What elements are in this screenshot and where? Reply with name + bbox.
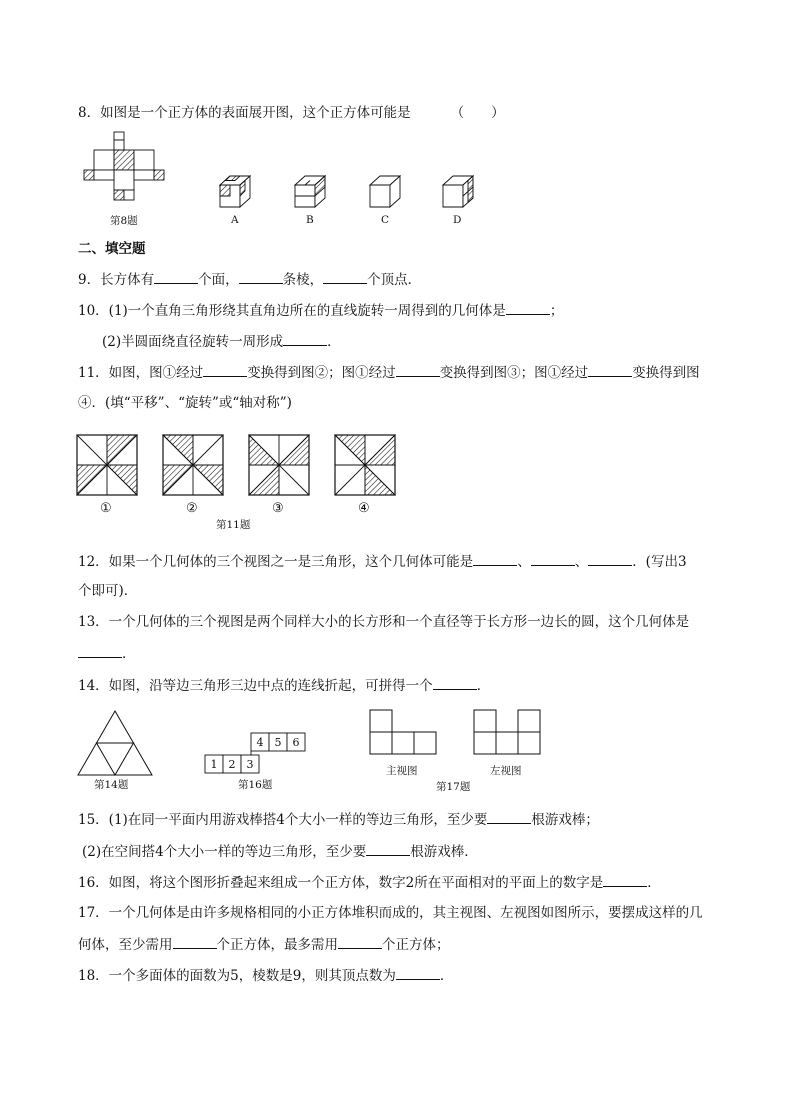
question-9: 9．长方体有 个面， 条棱， 个顶点． <box>78 272 422 288</box>
answer-blank[interactable] <box>603 873 647 887</box>
answer-blank[interactable] <box>588 363 632 377</box>
option-c-cube[interactable] <box>366 173 404 211</box>
figure-16-caption: 第16题 <box>238 779 273 791</box>
figure-11-label-3: ③ <box>272 501 284 516</box>
net-face-2: 2 <box>228 758 236 771</box>
option-a-cube[interactable] <box>216 173 254 211</box>
answer-blank[interactable] <box>396 363 440 377</box>
question-16: 16．如图，将这个图形折叠起来组成一个正方体，数字2所在平面相对的平面上的数字是 ． <box>78 875 661 891</box>
answer-blank[interactable] <box>173 935 217 949</box>
answer-blank[interactable] <box>396 966 440 980</box>
figure-11-label-2: ② <box>186 501 198 516</box>
net-face-1: 1 <box>210 758 218 771</box>
question-11-note: ④．(填“平移”、“旋转”或“轴对称”) <box>78 395 292 411</box>
net-face-3: 3 <box>246 758 254 771</box>
question-13: 13．一个几何体的三个视图是两个同样大小的长方形和一个直径等于长方形一边长的圆，这个几何体是 <box>78 614 690 630</box>
answer-blank[interactable] <box>531 552 575 566</box>
question-15-part-2: (2)在空间搭4个大小一样的等边三角形，至少要 根游戏棒． <box>82 844 478 860</box>
figure-14-caption: 第14题 <box>94 779 129 791</box>
answer-blank[interactable] <box>239 270 283 284</box>
net-face-4: 4 <box>256 736 264 749</box>
question-18: 18．一个多面体的面数为5，棱数是9，则其顶点数为 ． <box>78 968 454 984</box>
answer-blank[interactable] <box>283 332 327 346</box>
figure-11-caption: 第11题 <box>216 519 251 531</box>
cube-net-figure <box>82 130 166 212</box>
option-d-cube[interactable] <box>439 173 477 211</box>
front-view-label: 主视图 <box>386 765 418 777</box>
question-8: 8．如图是一个正方体的表面展开图，这个正方体可能是 （ ） <box>78 105 505 121</box>
figure-17-caption: 第17题 <box>436 781 471 793</box>
figure-14-triangle <box>76 709 154 777</box>
figure-11-square-3 <box>247 433 311 497</box>
answer-blank[interactable] <box>588 552 632 566</box>
question-13-cont: ． <box>78 644 136 663</box>
figure-8-caption: 第8题 <box>110 215 138 227</box>
answer-blank[interactable] <box>203 363 247 377</box>
figure-11-label-1: ① <box>100 501 112 516</box>
option-b-label: B <box>306 214 314 226</box>
answer-blank[interactable] <box>154 270 198 284</box>
question-17-cont: 何体，至少需用 个正方体，最多需用 个正方体； <box>78 937 450 953</box>
section-title: 二、填空题 <box>78 241 146 257</box>
answer-blank[interactable] <box>323 270 367 284</box>
figure-17-left-view <box>472 708 542 756</box>
question-12-cont: 个即可)． <box>78 583 138 599</box>
answer-blank[interactable] <box>338 935 382 949</box>
left-view-label: 左视图 <box>490 765 522 777</box>
question-10-part-1: 10．(1)一个直角三角形绕其直角边所在的直线旋转一周得到的几何体是 ； <box>78 303 564 319</box>
figure-17-front-view <box>368 708 438 756</box>
figure-11-square-2 <box>161 433 225 497</box>
net-face-6: 6 <box>292 736 300 749</box>
net-face-5: 5 <box>274 736 282 749</box>
question-11: 11．如图，图①经过 变换得到图②；图①经过 变换得到图③；图①经过 变换得到图 <box>78 365 700 381</box>
answer-blank[interactable] <box>487 810 531 824</box>
question-10-part-2: (2)半圆面绕直径旋转一周形成 ． <box>102 334 341 350</box>
question-14: 14．如图，沿等边三角形三边中点的连线折起，可拼得一个 ． <box>78 678 491 694</box>
answer-blank[interactable] <box>78 644 122 658</box>
option-d-label: D <box>453 214 462 226</box>
option-a-label: A <box>231 214 239 226</box>
answer-blank[interactable] <box>506 301 550 315</box>
answer-blank[interactable] <box>473 552 517 566</box>
figure-11-square-1 <box>75 433 139 497</box>
figure-16-net <box>203 732 315 776</box>
figure-11-label-4: ④ <box>358 501 370 516</box>
option-b-cube[interactable] <box>291 173 329 211</box>
question-17: 17．一个几何体是由许多规格相同的小正方体堆积而成的，其主视图、左视图如图所示，要摆成这样的几 <box>78 905 703 921</box>
option-c-label: C <box>381 214 390 226</box>
question-12: 12．如果一个几何体的三个视图之一是三角形，这个几何体可能是 、 、 ．(写出3 <box>78 554 687 570</box>
figure-11-square-4 <box>333 433 397 497</box>
question-15-part-1: 15．(1)在同一平面内用游戏棒搭4个大小一样的等边三角形，至少要 根游戏棒； <box>78 812 599 828</box>
answer-blank[interactable] <box>366 842 410 856</box>
answer-blank[interactable] <box>433 676 477 690</box>
